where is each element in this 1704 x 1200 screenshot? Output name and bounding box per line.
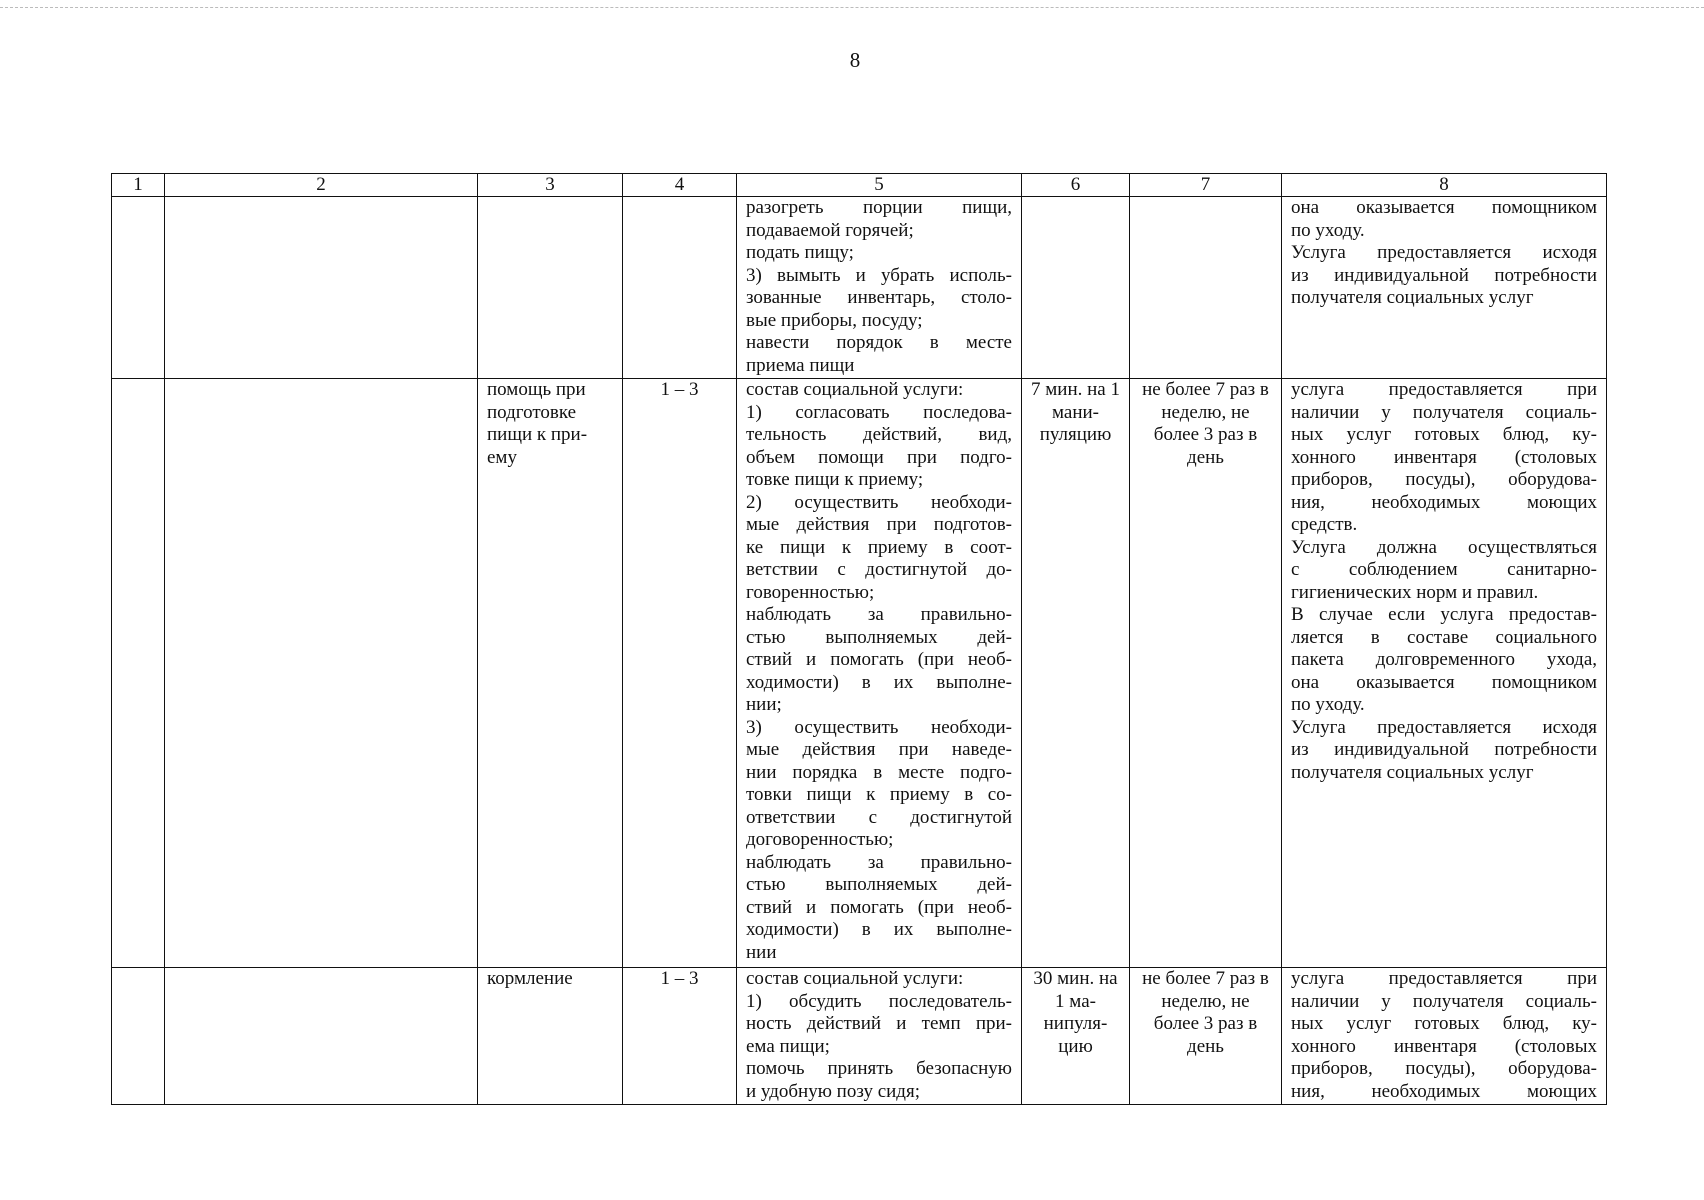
text-line: мые действия при наведе- xyxy=(746,739,1012,760)
col-header-1: 1 xyxy=(112,174,165,197)
text-line: 1) согласовать последова- xyxy=(746,401,1012,423)
text-line: разогреть порции пищи, xyxy=(746,197,1012,218)
text-line: ке пищи к приему в соот- xyxy=(746,536,1012,558)
cell-duration: 30 мин. на 1 ма-нипуля-цию xyxy=(1022,968,1130,1105)
text-line: подаваемой горячей; xyxy=(746,219,914,241)
col-header-4: 4 xyxy=(623,174,737,197)
text-line: помочь принять безопасную xyxy=(746,1058,1012,1079)
text-line: вые приборы, посуду; xyxy=(746,309,923,331)
text-line: В случае если услуга предостав- xyxy=(1291,604,1597,625)
text-line: приема пищи xyxy=(746,354,855,376)
cell-col1 xyxy=(112,379,165,968)
text-line: нии; xyxy=(746,694,782,715)
cell-col2 xyxy=(165,968,478,1105)
text-line: и удобную позу сидя; xyxy=(746,1080,920,1102)
text-line: 1) обсудить последователь- xyxy=(746,990,1012,1012)
table-row xyxy=(112,379,1607,968)
text-line: ответствии с достигнутой xyxy=(746,806,1012,828)
col-header-2: 2 xyxy=(165,174,478,197)
text-line: ляется в составе социального xyxy=(1291,626,1597,648)
text-line: 3) вымыть и убрать исполь- xyxy=(746,264,1012,286)
services-table xyxy=(111,173,1607,1105)
text-line: ных услуг готовых блюд, ку- xyxy=(1291,1013,1597,1034)
text-line: нии xyxy=(746,941,777,963)
cell-group xyxy=(623,197,737,379)
text-line: она оказывается помощником xyxy=(1291,671,1597,693)
text-line: хонного инвентаря (столовых xyxy=(1291,446,1597,468)
cell-conditions xyxy=(1282,379,1607,968)
header-row xyxy=(112,174,1607,197)
text-line: Услуга должна осуществляться xyxy=(1291,536,1597,558)
text-line: договоренностью; xyxy=(746,829,894,850)
cell-col2 xyxy=(165,379,478,968)
text-line: из индивидуальной потребности xyxy=(1291,264,1597,286)
text-line: наблюдать за правильно- xyxy=(746,604,1012,625)
text-line: услуга предоставляется при xyxy=(1291,379,1597,400)
text-line: тельность действий, вид, xyxy=(746,424,1012,445)
cell-col1 xyxy=(112,197,165,379)
text-line: приборов, посуды), оборудова- xyxy=(1291,1058,1597,1079)
cell-group: 1 – 3 xyxy=(623,968,737,1105)
text-line: 2) осуществить необходи- xyxy=(746,491,1012,513)
text-line: нии порядка в месте подго- xyxy=(746,761,1012,783)
text-line: состав социальной услуги: xyxy=(746,968,964,989)
cell-description xyxy=(737,968,1022,1105)
text-line: ствий и помогать (при необ- xyxy=(746,649,1012,670)
text-line: ния, необходимых моющих xyxy=(1291,1080,1597,1102)
text-line: наличии у получателя социаль- xyxy=(1291,401,1597,423)
text-line: стью выполняемых дей- xyxy=(746,874,1012,895)
col-header-3: 3 xyxy=(478,174,623,197)
text-line: ходимости) в их выполне- xyxy=(746,671,1012,693)
text-line: по уходу. xyxy=(1291,219,1365,241)
text-line: ветствии с достигнутой до- xyxy=(746,559,1012,580)
text-line: ния, необходимых моющих xyxy=(1291,491,1597,513)
cell-service-name: кормление xyxy=(478,968,623,1105)
cell-col1 xyxy=(112,968,165,1105)
text-line: получателя социальных услуг xyxy=(1291,287,1534,308)
text-line: наблюдать за правильно- xyxy=(746,851,1012,873)
text-line: 3) осуществить необходи- xyxy=(746,716,1012,738)
text-line: мые действия при подготов- xyxy=(746,514,1012,535)
text-line: средств. xyxy=(1291,514,1358,535)
col-header-6: 6 xyxy=(1022,174,1130,197)
text-line: хонного инвентаря (столовых xyxy=(1291,1035,1597,1057)
text-line: подать пищу; xyxy=(746,242,854,263)
text-line: зованные инвентарь, столо- xyxy=(746,287,1012,308)
text-line: гигиенических норм и правил. xyxy=(1291,581,1539,603)
scan-top-edge xyxy=(0,7,1704,8)
cell-description xyxy=(737,197,1022,379)
cell-duration: 7 мин. на 1 мани-пуляцию xyxy=(1022,379,1130,968)
page-number: 8 xyxy=(849,48,861,72)
text-line: ходимости) в их выполне- xyxy=(746,919,1012,940)
text-line: Услуга предоставляется исходя xyxy=(1291,242,1597,263)
text-line: получателя социальных услуг xyxy=(1291,761,1534,783)
cell-frequency: не более 7 раз в неделю, не более 3 раз в день xyxy=(1130,968,1282,1105)
text-line: стью выполняемых дей- xyxy=(746,626,1012,648)
cell-description xyxy=(737,379,1022,968)
text-line: по уходу. xyxy=(1291,694,1365,715)
text-line: состав социальной услуги: xyxy=(746,379,964,400)
cell-service-name: помощь при подготовке пищи к при-ему xyxy=(478,379,623,968)
text-line: она оказывается помощником xyxy=(1291,197,1597,218)
text-line: Услуга предоставляется исходя xyxy=(1291,716,1597,738)
text-line: наличии у получателя социаль- xyxy=(1291,990,1597,1012)
table-row xyxy=(112,968,1607,1105)
text-line: говоренностью; xyxy=(746,581,875,603)
cell-duration xyxy=(1022,197,1130,379)
cell-frequency xyxy=(1130,197,1282,379)
text-line: объем помощи при подго- xyxy=(746,446,1012,468)
cell-conditions xyxy=(1282,197,1607,379)
text-line: приборов, посуды), оборудова- xyxy=(1291,469,1597,490)
col-header-7: 7 xyxy=(1130,174,1282,197)
text-line: навести порядок в месте xyxy=(746,332,1012,353)
text-line: пакета долговременного ухода, xyxy=(1291,649,1597,670)
text-line: товки пищи к приему в со- xyxy=(746,784,1012,805)
cell-conditions xyxy=(1282,968,1607,1105)
text-line: из индивидуальной потребности xyxy=(1291,739,1597,760)
col-header-5: 5 xyxy=(737,174,1022,197)
text-line: ема пищи; xyxy=(746,1035,830,1057)
cell-service-name xyxy=(478,197,623,379)
text-line: товке пищи к приему; xyxy=(746,469,924,490)
text-line: ствий и помогать (при необ- xyxy=(746,896,1012,918)
text-line: услуга предоставляется при xyxy=(1291,968,1597,989)
text-line: ных услуг готовых блюд, ку- xyxy=(1291,424,1597,445)
cell-col2 xyxy=(165,197,478,379)
text-line: с соблюдением санитарно- xyxy=(1291,559,1597,580)
table-row xyxy=(112,197,1607,379)
cell-group: 1 – 3 xyxy=(623,379,737,968)
text-line: ность действий и темп при- xyxy=(746,1013,1012,1034)
col-header-8: 8 xyxy=(1282,174,1607,197)
cell-frequency: не более 7 раз в неделю, не более 3 раз в день xyxy=(1130,379,1282,968)
